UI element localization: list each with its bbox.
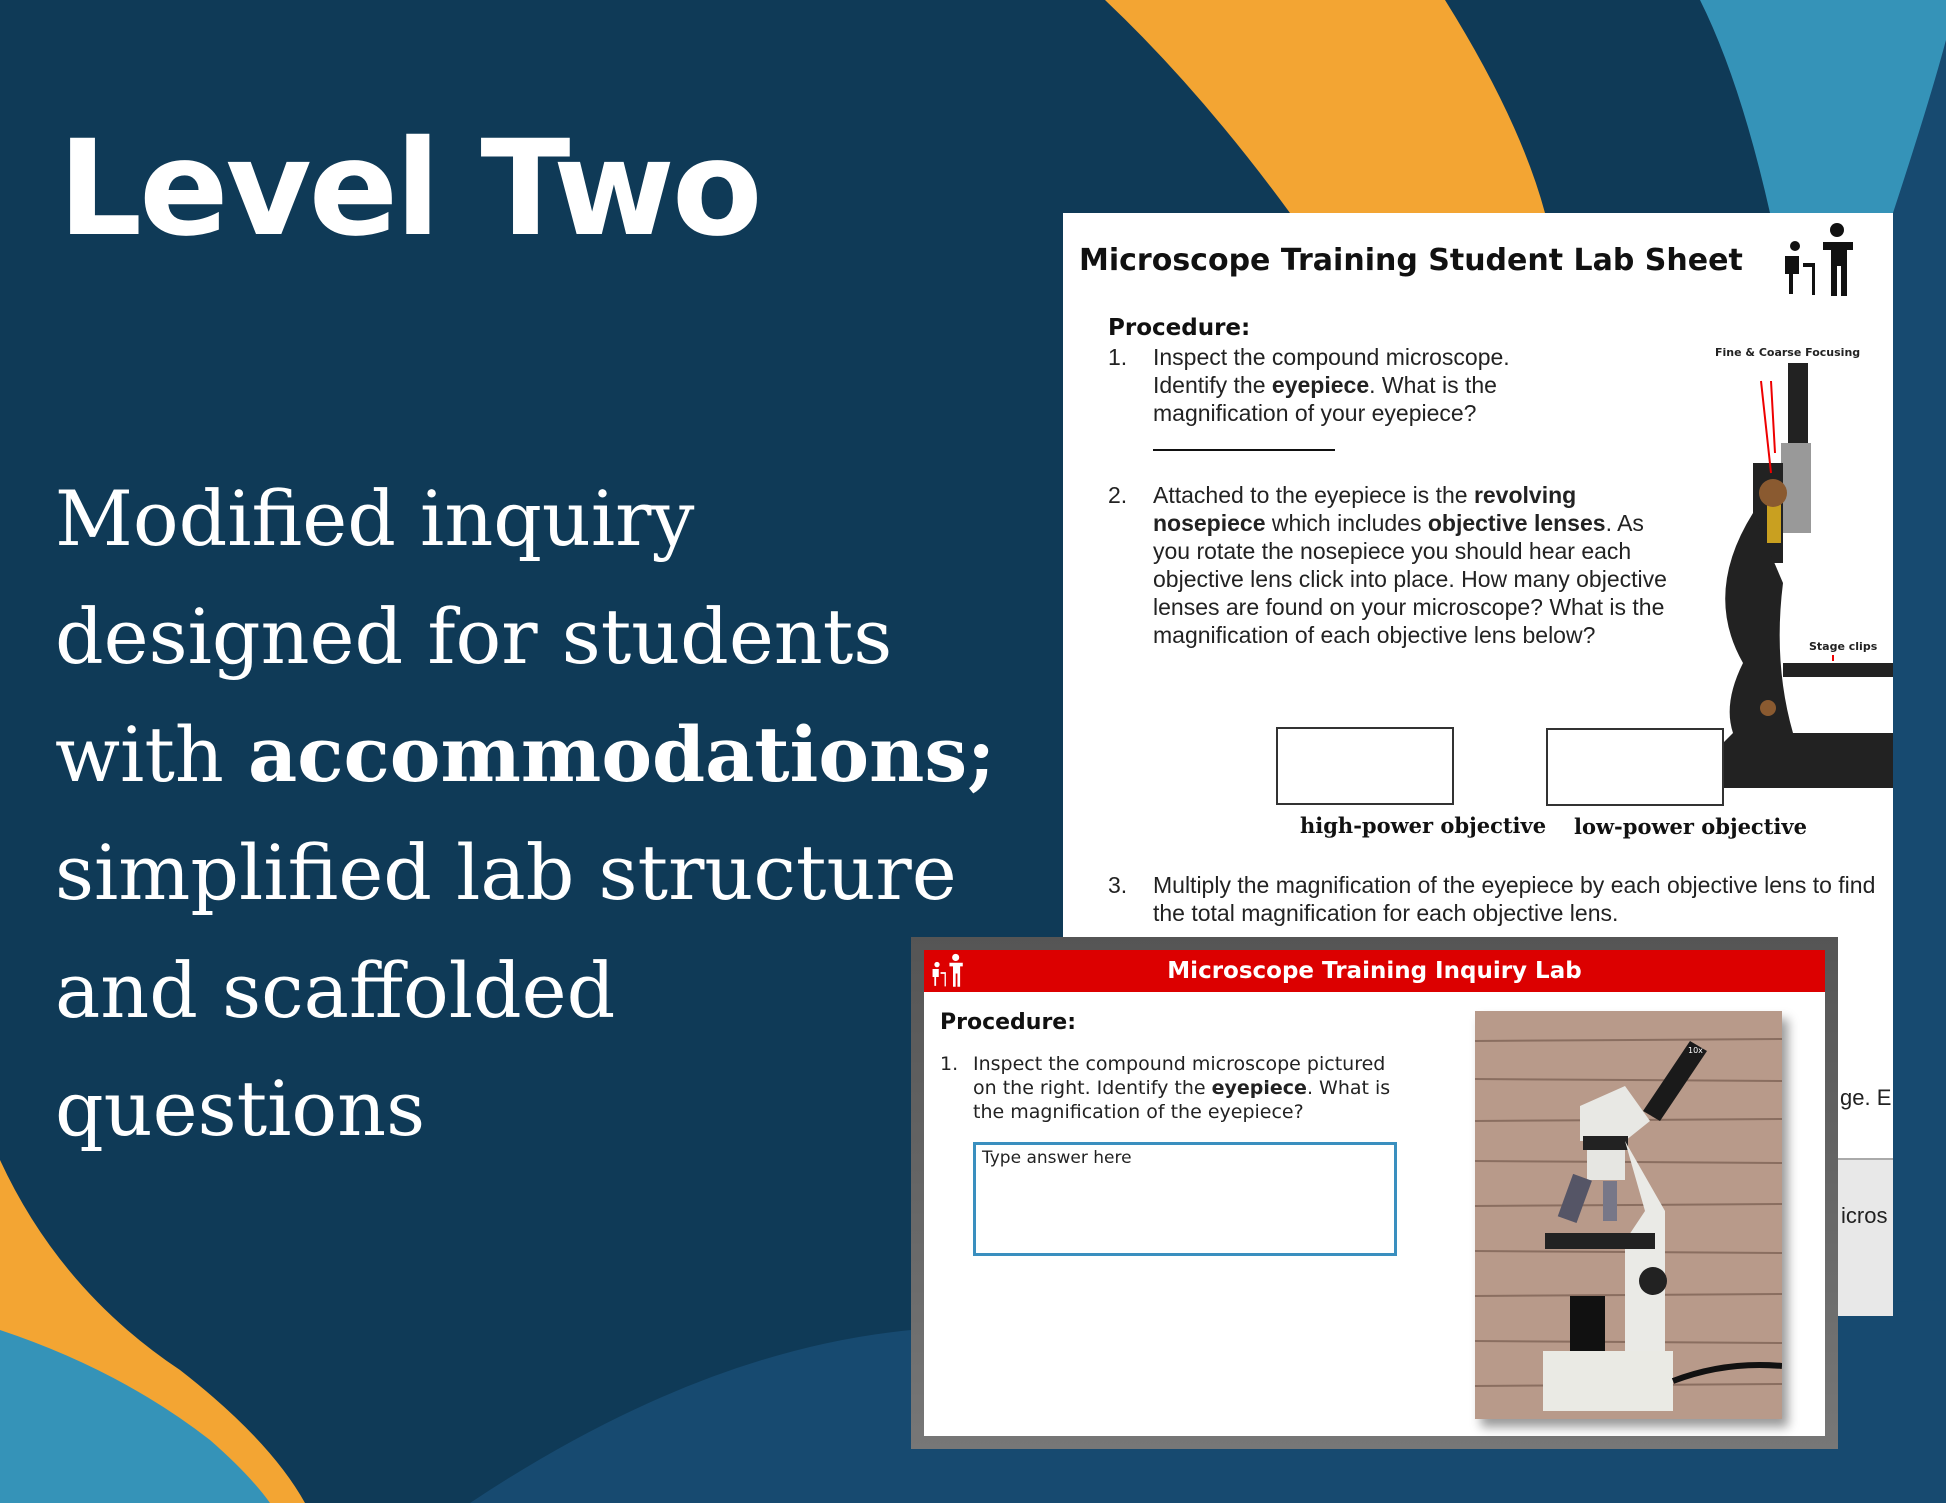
description-line xyxy=(55,696,1015,814)
description-bold: accommodations; xyxy=(248,710,996,799)
slide-header xyxy=(924,950,1825,992)
navy-strip-right xyxy=(1893,40,1946,1503)
microscope-photo xyxy=(1475,1011,1782,1419)
procedure-heading: Procedure: xyxy=(940,1010,1077,1035)
question-2 xyxy=(1108,481,1668,649)
description-line: Modified inquiry xyxy=(55,474,695,563)
eyepiece-label: 10x xyxy=(1688,1046,1703,1055)
page-title: Level Two xyxy=(58,112,760,266)
answer-line[interactable] xyxy=(1153,449,1335,451)
question-1 xyxy=(1108,343,1568,427)
description-line: designed for students xyxy=(55,592,893,681)
question-3 xyxy=(1108,871,1878,927)
description-line: simplified lab structure xyxy=(55,828,957,917)
question-text: Inspect the compound microscope. Identify the eyepiece. What is the magnification of your eyepiece? xyxy=(1153,344,1510,426)
orange-wave-top xyxy=(1105,0,1545,213)
question-number: 2. xyxy=(1108,482,1128,508)
question-number: 1. xyxy=(1108,344,1128,370)
high-power-label: high-power objective xyxy=(1300,813,1547,838)
partial-box xyxy=(1833,1158,1893,1316)
cut-text: ge. E xyxy=(1840,1085,1892,1110)
focus-label: Fine & Coarse Focusing xyxy=(1715,346,1861,359)
question-number: 3. xyxy=(1108,872,1128,898)
high-power-answer-box[interactable] xyxy=(1276,727,1454,805)
student-teacher-icon xyxy=(1777,218,1867,303)
question-1 xyxy=(940,1052,1410,1124)
level-description xyxy=(55,460,1015,1168)
inquiry-lab-slide xyxy=(911,937,1838,1449)
description-text: with xyxy=(55,710,249,799)
low-power-label: low-power objective xyxy=(1574,814,1807,839)
question-text: Inspect the compound microscope pictured on the right. Identify the eyepiece. What is the magnification of the eyepiece? xyxy=(973,1053,1391,1123)
low-power-answer-box[interactable] xyxy=(1546,728,1724,806)
stage-clips-label: Stage clips xyxy=(1809,640,1878,653)
procedure-heading: Procedure: xyxy=(1108,315,1251,341)
slide-title: Microscope Training Inquiry Lab xyxy=(1167,958,1582,984)
student-teacher-icon xyxy=(929,952,969,990)
description-line: and scaffolded xyxy=(55,946,616,1035)
microscope-diagram xyxy=(1713,333,1893,793)
question-text: Attached to the eyepiece is the revolving nosepiece which includes objective lenses. As you rotate the nosepiece you should hear each objective lens click into place. How many objective lenses are found on your microscope? What is the magnification of each objective lens below? xyxy=(1153,482,1667,648)
cut-text: icros xyxy=(1841,1203,1888,1228)
question-text: Multiply the magnification of the eyepiece by each objective lens to find the total magnification for each objective lens. xyxy=(1153,872,1876,926)
lab-sheet-title: Microscope Training Student Lab Sheet xyxy=(1079,243,1743,278)
question-number: 1. xyxy=(940,1053,959,1075)
answer-input[interactable]: Type answer here xyxy=(973,1142,1397,1256)
description-line: questions xyxy=(55,1064,426,1153)
